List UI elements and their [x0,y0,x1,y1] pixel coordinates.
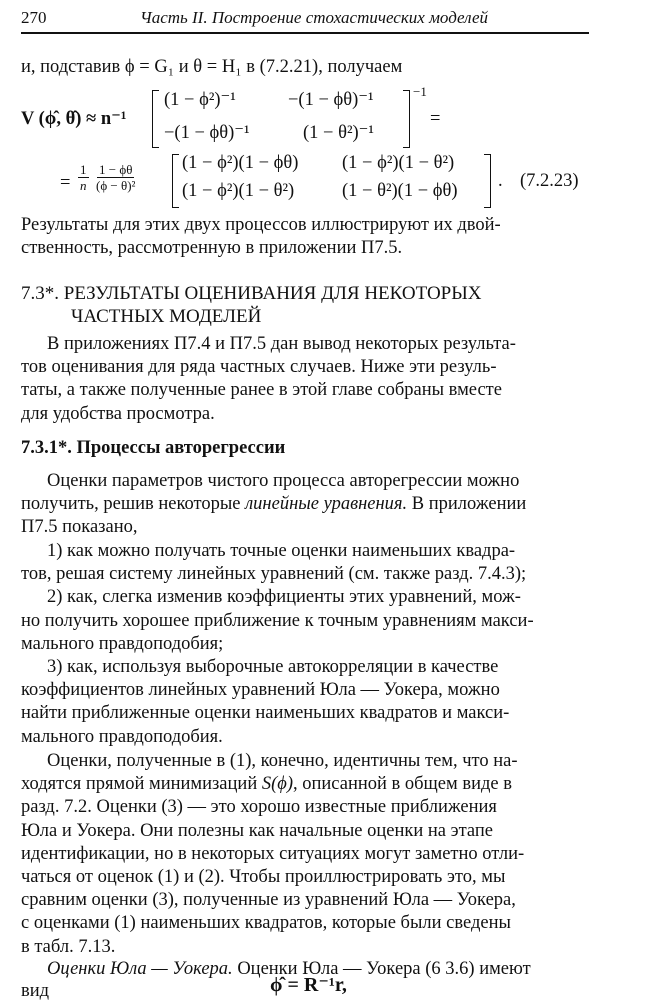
eq1-m11: (1 − ϕ²)⁻¹ [164,90,236,110]
eq1-outer-exponent: −1 [413,84,427,99]
text-run: ходятся прямой минимизаций [21,774,262,795]
text-line: В приложениях П7.4 и П7.5 дан вывод некоторых результа- [47,334,516,354]
paragraph-comparison [21,750,587,959]
eq1-m21: −(1 − ϕθ)⁻¹ [164,123,250,143]
text-line: П7.5 показано, [21,517,138,538]
text-line: Оценки параметров чистого процесса авторегрессии можно [47,471,520,491]
text-run: В приложении [407,494,527,515]
eq2-left-bracket [172,154,179,208]
list-item-3-cont: коэффициентов линейных уравнений Юла — Уокера, можно [21,680,500,701]
eq1-right-bracket [403,90,410,148]
text-line: чаться от оценок (1) и (2). Чтобы проиллюстрировать это, мы [21,866,506,887]
list-item-2: 2) как, слегка изменив коэффициенты этих уравнений, мож- [47,587,521,608]
sum-of-squares-symbol: S(ϕ) [261,774,293,795]
list-item-3-cont: найти приближенные оценки наименьших квадратов и макси- [21,703,510,724]
eq2-frac1-num: 1 [80,162,87,177]
list-item-3: 3) как, используя выборочные автокорреляции в качестве [47,656,499,677]
list-item-3-cont: мального правдоподобия. [21,726,223,747]
eq1-lhs: V (ϕ̂, θ̂) ≈ n⁻¹ [21,109,127,129]
eq2-frac2-num: 1 − ϕθ [99,162,133,177]
text-line: разд. 7.2. Оценки (3) — это хорошо известные приближения [21,797,497,818]
paragraph-duality [21,214,587,260]
text-line: Юла и Уокера. Они полезны как начальные оценки на этапе [21,820,493,841]
eq2-m12: (1 − ϕ²)(1 − θ²) [342,153,455,173]
paragraph-appendix-summary [21,333,587,426]
text-line: Результаты для этих двух процессов иллюстрируют их двой- [21,215,501,235]
emphasis-linear-equations: линейные уравнения. [245,494,408,515]
eq2-m21: (1 − ϕ²)(1 − θ²) [182,181,295,201]
list-item-2-cont: мального правдоподобия; [21,633,224,654]
section-heading [21,282,482,328]
list-item-2-cont: но получить хорошее приближение к точным уравнениям макси- [21,610,534,631]
text-line [21,493,587,516]
page-number: 270 [21,8,47,27]
text-run: , описанной в общем виде в [293,774,512,795]
text-line: таты, а также полученные ранее в этой главе собраны вместе [21,380,502,401]
text-line: тов оценивания для ряда частных случаев. Ниже эти резуль- [21,357,497,378]
section-title-line-2: ЧАСТНЫХ МОДЕЛЕЙ [71,306,262,327]
list-item-1: 1) как можно получать точные оценки наименьших квадра- [47,541,516,561]
eq2-frac1-den: n [80,178,87,193]
eq2-right-bracket [484,154,491,208]
text-line: Оценки, полученные в (1), конечно, идентичны тем, что на- [47,751,518,771]
intro-line: и, подставив ϕ = G₁ и θ = H₁ в (7.2.21), получаем [21,57,403,77]
eq2-frac2 [94,162,137,193]
emphasis-yule-walker: Оценки Юла — Уокера. [47,959,233,979]
text-line: идентификации, но в некоторых ситуациях могут заметно отли- [21,843,525,864]
eq2-frac2-den: (ϕ − θ)² [96,178,136,193]
eq2-m11: (1 − ϕ²)(1 − ϕθ) [182,153,299,173]
header-rule [21,32,589,34]
text-line: ственность, рассмотренную в приложении П7.5. [21,238,403,259]
eq1-m22: (1 − θ²)⁻¹ [303,123,374,143]
text-line: для удобства просмотра. [21,403,215,424]
section-title-line-1: 7.3*. РЕЗУЛЬТАТЫ ОЦЕНИВАНИЯ ДЛЯ НЕКОТОРЫХ [21,283,482,304]
eq1-left-bracket [152,90,159,148]
eq2-number: (7.2.23) [520,171,579,191]
paragraph-yule-walker-end: вид [21,981,50,1001]
text-line: сравним оценки (3), полученные из уравнений Юла — Уокера, [21,890,516,911]
text-run: получить, решив некоторые [21,494,246,515]
eq2-m22: (1 − θ²)(1 − ϕθ) [342,181,458,201]
text-line: в табл. 7.13. [21,936,116,957]
equation-yule-walker: ϕ̂ = R⁻¹r, [270,974,347,996]
paragraph-ar-estimates [21,470,587,540]
text-line: с оценками (1) наименьших квадратов, которые были сведены [21,913,511,934]
eq2-frac1 [78,162,89,193]
running-title: Часть II. Построение стохастических моделей [140,8,489,27]
eq1-m12: −(1 − ϕθ)⁻¹ [288,90,374,110]
text-run: Оценки Юла — Уокера (6 3.6) имеют [232,959,531,979]
list-item-1-cont: тов, решая систему линейных уравнений (см. также разд. 7.4.3); [21,564,527,585]
eq1-equals: = [430,109,441,129]
eq2-trailing-period: . [498,171,503,191]
eq2-lead: = [60,173,71,193]
numbered-list [21,540,587,749]
text-line [21,773,587,796]
subsection-heading: 7.3.1*. Процессы авторегрессии [21,438,286,458]
